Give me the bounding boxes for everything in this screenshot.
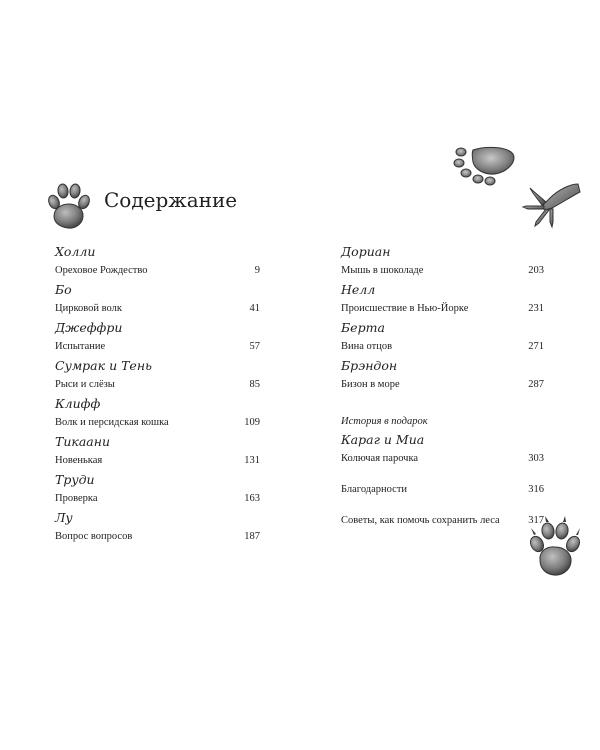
entry-line	[55, 375, 260, 394]
entry-name: Сумрак и Тень	[55, 358, 152, 373]
entry-page: 317	[528, 515, 544, 526]
toc-entry[interactable]	[341, 243, 544, 281]
entry-line	[341, 480, 544, 499]
entry-line	[55, 413, 260, 432]
toc-entry[interactable]	[55, 433, 260, 471]
entry-story: Происшествие в Нью-Йорке	[341, 303, 469, 314]
entry-line	[55, 527, 260, 546]
entry-story: Рыси и слёзы	[55, 379, 115, 390]
entry-page: 287	[528, 379, 544, 390]
entry-line	[341, 261, 544, 280]
entry-line	[341, 511, 544, 530]
entry-story: Мышь в шоколаде	[341, 265, 424, 276]
entry-story: Цирковой волк	[55, 303, 122, 314]
entry-line	[55, 261, 260, 280]
entry-name: Дориан	[341, 244, 391, 259]
gift-section-label: История в подарок	[341, 416, 428, 427]
entry-story: Новенькая	[55, 455, 103, 466]
entry-page: 41	[249, 303, 260, 314]
entry-name: Холли	[55, 244, 96, 259]
entry-page: 187	[244, 531, 260, 542]
entry-name: Нелл	[341, 282, 376, 297]
entry-line	[55, 451, 260, 470]
toc-right-column	[341, 243, 544, 530]
entry-name: Брэндон	[341, 358, 398, 373]
entry-page: 271	[528, 341, 544, 352]
entry-name: Тикаани	[55, 434, 111, 449]
entry-name: Караг и Миа	[341, 432, 425, 447]
toc-entry[interactable]	[341, 357, 544, 395]
toc-entry[interactable]	[55, 509, 260, 547]
entry-name: Клифф	[55, 396, 101, 411]
entry-page: 303	[528, 453, 544, 464]
entry-name: Труди	[55, 472, 95, 487]
entry-page: 109	[244, 417, 260, 428]
entry-page: 131	[244, 455, 260, 466]
entry-page: 231	[528, 303, 544, 314]
entry-line	[341, 449, 544, 468]
entry-story: Советы, как помочь сохранить леса	[341, 515, 500, 526]
bear-paw-icon	[451, 144, 517, 188]
entry-name: Бо	[55, 282, 72, 297]
toc-entry[interactable]	[55, 281, 260, 319]
toc-entry[interactable]	[55, 357, 260, 395]
extra-entry-acknowledgements[interactable]	[341, 480, 544, 499]
toc-entry[interactable]	[55, 319, 260, 357]
bird-claw-icon	[520, 178, 582, 230]
entry-story: Вопрос вопросов	[55, 531, 133, 542]
paw-print-icon	[44, 182, 94, 232]
toc-entry[interactable]	[341, 281, 544, 319]
entry-story: Ореховое Рождество	[55, 265, 148, 276]
entry-story: Вина отцов	[341, 341, 393, 352]
entry-line	[55, 489, 260, 508]
entry-page: 203	[528, 265, 544, 276]
extra-entry-forest-tips[interactable]	[341, 511, 544, 530]
entry-page: 85	[249, 379, 260, 390]
toc-entry[interactable]	[55, 243, 260, 281]
entry-story: Колючая парочка	[341, 453, 419, 464]
entry-line	[341, 337, 544, 356]
entry-line	[55, 337, 260, 356]
entry-story: Благодарности	[341, 484, 408, 495]
entry-page: 316	[528, 484, 544, 495]
entry-name: Берта	[341, 320, 385, 335]
entry-page: 9	[254, 265, 260, 276]
toc-entry[interactable]	[341, 319, 544, 357]
page-title: Содержание	[104, 188, 238, 212]
entry-line	[55, 299, 260, 318]
toc-entry[interactable]	[55, 471, 260, 509]
entry-page: 163	[244, 493, 260, 504]
toc-left-column	[55, 243, 260, 547]
entry-line	[341, 375, 544, 394]
entry-name: Лу	[55, 510, 73, 525]
entry-story: Проверка	[55, 493, 98, 504]
entry-page: 57	[249, 341, 260, 352]
paw-print-icon	[526, 516, 584, 578]
entry-name: Джеффри	[55, 320, 123, 335]
entry-story: Бизон в море	[341, 379, 400, 390]
gift-entry[interactable]	[341, 413, 544, 468]
entry-story: Испытание	[55, 341, 106, 352]
toc-entry[interactable]	[55, 395, 260, 433]
entry-story: Волк и персидская кошка	[55, 417, 169, 428]
entry-line	[341, 299, 544, 318]
